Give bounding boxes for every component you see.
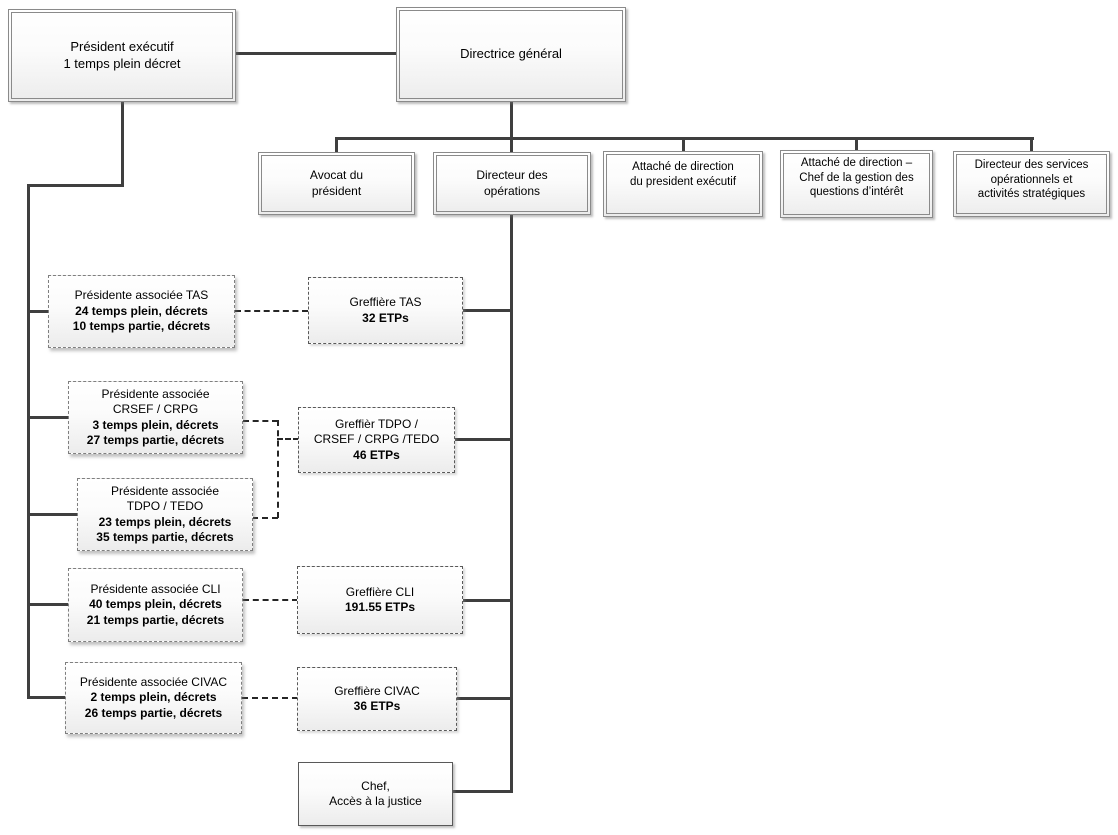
node-greffier-tdpo-line3: 46 ETPs [353, 447, 400, 462]
node-avocat-president-line1: Avocat du [309, 168, 364, 183]
dashed-connector-crsef [243, 420, 278, 422]
node-attache-direction-chef-line2: Chef de la gestion des [799, 171, 914, 184]
node-presidente-tdpo-line1: Présidente associée [110, 483, 220, 498]
node-presidente-tdpo-line2: TDPO / TEDO [126, 499, 204, 514]
node-presidente-cli-line3: 21 temps partie, décrets [86, 612, 225, 627]
node-directeur-services-line1: Directeur des services [974, 159, 1089, 171]
node-greffiere-cli-line1: Greffière CLI [345, 584, 415, 599]
node-presidente-tas-line1: Présidente associée TAS [74, 288, 209, 303]
node-presidente-tdpo-line4: 35 temps partie, décrets [96, 529, 234, 544]
node-directeur-services-line3: activités stratégiques [977, 188, 1086, 201]
node-attache-direction-president [603, 151, 763, 217]
node-greffiere-tas-line2: 32 ETPs [362, 310, 409, 325]
node-attache-direction-chef-line1: Attaché de direction – [800, 157, 913, 169]
connector-greffiere-tas [463, 309, 510, 312]
node-greffiere-tas [308, 277, 463, 344]
connector-stub-tdpo [27, 513, 77, 516]
dashed-connector-civac [242, 697, 298, 699]
node-directrice-general-line1: Directrice général [460, 46, 562, 62]
node-greffiere-civac [297, 667, 457, 731]
node-presidente-crsef-line3: 3 temps plein, décrets [92, 417, 219, 432]
node-greffiere-cli [297, 566, 463, 634]
connector-president-to-directrice [236, 52, 396, 55]
node-attache-direction-chef-line3: questions d’intérêt [809, 186, 904, 199]
node-presidente-civac [65, 662, 242, 734]
node-greffier-tdpo-line2: CRSEF / CRPG /TEDO [313, 432, 440, 447]
connector-president-elbow [27, 184, 124, 187]
node-presidente-civac-line2: 2 temps plein, décrets [90, 690, 217, 705]
node-directeur-services [953, 151, 1110, 217]
connector-directrice-drop [510, 101, 513, 138]
node-directeur-operations-line2: opérations [483, 183, 541, 198]
node-attache-direction-chef [780, 150, 933, 218]
node-directeur-services-line2: opérationnels et [990, 173, 1073, 186]
connector-stub-crsef [27, 416, 68, 419]
connector-stub-cli [27, 603, 68, 606]
node-greffier-tdpo [298, 407, 455, 473]
node-chef-acces-justice-line2: Accès à la justice [329, 794, 422, 808]
connector-operations-trunk [510, 215, 513, 793]
node-directeur-operations [433, 152, 591, 215]
node-directrice-general [396, 7, 626, 102]
dashed-connector-vertical [277, 420, 279, 518]
node-president-executif-line1: Président exécutif [70, 38, 174, 54]
node-presidente-tdpo-line3: 23 temps plein, décrets [98, 514, 232, 529]
node-greffier-tdpo-line1: Greffièr TDPO / [335, 416, 418, 431]
node-president-executif [8, 9, 236, 102]
node-presidente-crsef-line4: 27 temps partie, décrets [86, 432, 225, 447]
node-avocat-president-line2: président [311, 183, 362, 198]
connector-greffiere-cli [463, 599, 510, 602]
node-greffiere-tas-line1: Greffière TAS [349, 295, 422, 310]
connector-chef-acces [453, 790, 513, 793]
node-presidente-crsef-line2: CRSEF / CRPG [112, 402, 199, 417]
node-presidente-civac-line1: Présidente associée CIVAC [79, 674, 228, 689]
node-president-executif-line2: 1 temps plein décret [63, 55, 181, 71]
node-presidente-civac-line3: 26 temps partie, décrets [84, 705, 223, 720]
node-attache-direction-president-line1: Attaché de direction [632, 161, 734, 173]
node-directeur-operations-line1: Directeur des [476, 168, 548, 183]
dashed-connector-tas [235, 310, 308, 312]
dashed-connector-cli [243, 599, 298, 601]
dashed-connector-tdpo [252, 517, 278, 519]
connector-left-trunk [27, 184, 30, 699]
node-presidente-crsef-line1: Présidente associée [101, 386, 210, 401]
dashed-connector-into-greffier-tdpo [277, 438, 299, 440]
connector-stub-tas [27, 310, 48, 313]
node-chef-acces-justice-line1: Chef, [361, 778, 390, 793]
node-attache-direction-president-line2: du president exécutif [629, 175, 737, 188]
node-presidente-cli-line2: 40 temps plein, décrets [89, 597, 222, 612]
node-presidente-tas [48, 275, 235, 348]
connector-president-drop [121, 101, 124, 187]
node-avocat-president [258, 152, 415, 215]
node-presidente-tas-line2: 24 temps plein, décrets [75, 303, 208, 318]
node-chef-acces-justice [298, 762, 453, 826]
node-greffiere-civac-line1: Greffière CIVAC [334, 683, 420, 698]
connector-greffiere-civac [457, 697, 510, 700]
node-greffiere-cli-line2: 191.55 ETPs [344, 600, 416, 614]
node-presidente-tdpo [77, 478, 253, 551]
node-presidente-crsef [68, 381, 243, 454]
node-presidente-cli-line1: Présidente associée CLI [90, 581, 221, 596]
node-presidente-cli [68, 568, 243, 642]
node-greffiere-civac-line2: 36 ETPs [353, 699, 401, 713]
connector-drop-avocat [335, 139, 338, 153]
connector-stub-civac [27, 696, 65, 699]
connector-drop-directeur-operations [510, 139, 513, 153]
node-presidente-tas-line3: 10 temps partie, décrets [72, 319, 211, 334]
connector-greffier-tdpo [455, 438, 510, 441]
